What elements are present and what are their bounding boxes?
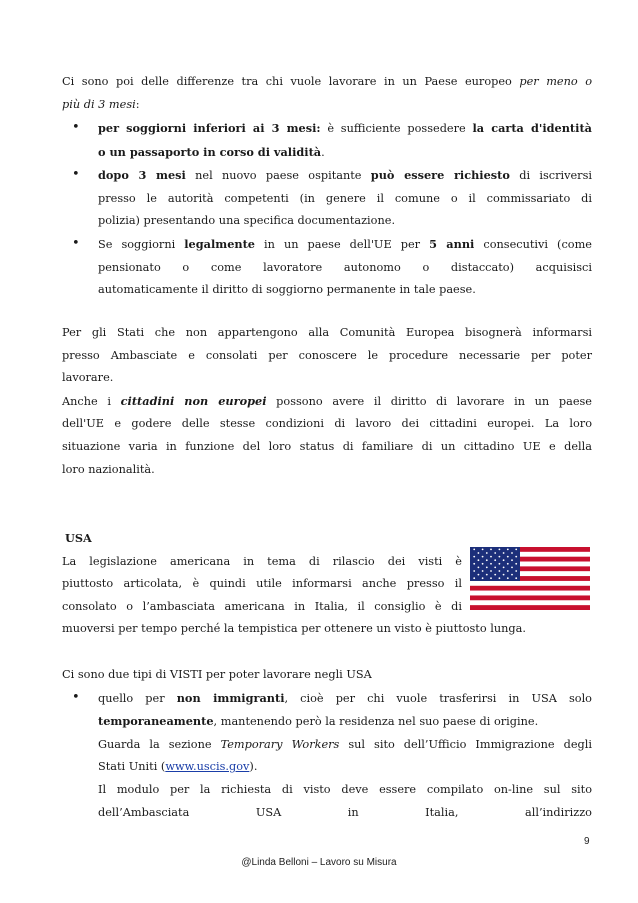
text: Ci sono due tipi di VISTI per poter lavorare negli USA [62, 668, 372, 681]
flag-stripe [470, 586, 590, 591]
text: in un paese dell'UE per [255, 237, 430, 251]
non-eu-paragraph [62, 322, 592, 481]
text: possono avere il diritto di lavorare in un paese [266, 394, 592, 408]
flag-star [499, 570, 501, 572]
text: muoversi per tempo perché la tempistica per ottenere un visto è piuttosto lunga. [62, 622, 526, 636]
text: pensionato o come lavoratore autonomo o distaccato) acquisisci [98, 260, 592, 274]
flag-star [499, 556, 501, 558]
page-footer: @Linda Belloni – Lavoro su Misura [241, 857, 397, 868]
eu-bullet-list [62, 117, 592, 302]
visti-section [62, 664, 592, 824]
text: , mantenendo però la residenza nel suo paese di origine. [213, 715, 539, 729]
flag-star [499, 577, 501, 579]
page-number: 9 [584, 836, 590, 847]
flag-star [486, 559, 488, 561]
bold-text: o un passaporto in corso di validità [98, 144, 322, 159]
text: lavorare. [62, 371, 114, 385]
list-item [62, 164, 592, 233]
flag-star [515, 563, 517, 565]
text: è sufficiente possedere [320, 122, 473, 135]
bold-text: la carta d'identità [472, 121, 592, 135]
flag-star [482, 570, 484, 572]
text: situazione varia in funzione del loro status di familiare di un cittadino UE e della [62, 439, 592, 453]
text: presso le autorità competenti (in genere il comune o il commissariato di [98, 191, 592, 205]
flag-star [494, 567, 496, 569]
flag-star [503, 574, 505, 576]
flag-star [507, 556, 509, 558]
text: La legislazione americana in tema di rilascio dei visti è [62, 554, 462, 568]
intro-paragraph [62, 71, 592, 116]
flag-stripe [470, 600, 590, 605]
intro-italic: per meno o [519, 75, 592, 88]
flag-star [511, 574, 513, 576]
flag-star [494, 559, 496, 561]
flag-star [515, 577, 517, 579]
flag-star [507, 577, 509, 579]
usa-flag-image [470, 547, 590, 610]
flag-star [503, 559, 505, 561]
flag-star [503, 552, 505, 554]
text: polizia) presentando una specifica documentazione. [98, 214, 396, 228]
flag-star [490, 549, 492, 551]
text: Per gli Stati che non appartengono alla Comunità Europea bisognerà informarsi [62, 326, 592, 339]
intro-text: Ci sono poi delle differenze tra chi vuole lavorare in un Paese europeo [62, 75, 520, 88]
bold-italic-text: cittadini non europei [120, 393, 267, 408]
text: . [321, 145, 325, 159]
flag-star [515, 549, 517, 551]
intro-line-2 [62, 94, 592, 117]
flag-star [473, 570, 475, 572]
text: nel nuovo paese ospitante [185, 169, 371, 183]
flag-star [486, 567, 488, 569]
flag-stripe [470, 595, 590, 600]
text: , cioè per chi vuole trasferirsi in USA solo [284, 691, 592, 705]
uscis-link[interactable]: www.uscis.gov [165, 760, 250, 774]
flag-stripe [470, 605, 590, 610]
flag-star [473, 549, 475, 551]
flag-star [478, 567, 480, 569]
bold-text: non immigranti [176, 690, 285, 705]
flag-star [482, 563, 484, 565]
flag-star [478, 574, 480, 576]
flag-star [478, 552, 480, 554]
text: dell’Ambasciata USA in Italia, all’indirizzo [98, 805, 592, 819]
text: ). [249, 760, 258, 774]
flag-star [486, 574, 488, 576]
flag-star [499, 563, 501, 565]
flag-star [507, 570, 509, 572]
flag-star [473, 577, 475, 579]
flag-star [507, 563, 509, 565]
text: presso Ambasciate e consolati per conoscere le procedure necessarie per poter [62, 348, 592, 362]
italic-text: Temporary Workers [220, 737, 340, 751]
flag-star [503, 567, 505, 569]
flag-star [482, 549, 484, 551]
flag-star [482, 556, 484, 558]
bullet-icon: • [72, 167, 80, 183]
bold-text: 5 anni [429, 236, 475, 251]
intro-colon: : [135, 97, 140, 111]
text: Anche i [62, 394, 121, 408]
flag-star [515, 570, 517, 572]
flag-star [482, 577, 484, 579]
text: di iscriversi [509, 169, 592, 183]
text: loro nazionalità. [62, 462, 155, 476]
text: consecutivi (come [474, 237, 592, 251]
flag-star [507, 549, 509, 551]
flag-star [490, 563, 492, 565]
list-item [62, 233, 592, 302]
text: consolato o l’ambasciata americana in Italia, il consiglio è di [62, 599, 462, 613]
flag-star [478, 559, 480, 561]
bold-text: legalmente [184, 236, 255, 251]
flag-stripe [470, 591, 590, 596]
bold-text: dopo 3 mesi [98, 168, 186, 183]
list-item [62, 687, 592, 825]
text: automaticamente il diritto di soggiorno permanente in tale paese. [98, 283, 476, 297]
text: Guarda la sezione [98, 737, 221, 751]
flag-star [511, 559, 513, 561]
text: Il modulo per la richiesta di visto deve essere compilato on-line sul sito [98, 782, 592, 796]
bullet-icon: • [72, 120, 80, 135]
text: piuttosto articolata, è quindi utile informarsi anche presso il [62, 577, 462, 591]
intro-line-1 [62, 71, 592, 94]
bold-text: può essere richiesto [370, 168, 510, 183]
flag-star [511, 567, 513, 569]
list-item [62, 117, 592, 164]
text: Stati Uniti ( [98, 760, 166, 774]
bold-text: per soggiorni inferiori ai 3 mesi: [98, 121, 321, 135]
flag-star [515, 556, 517, 558]
bullet-icon: • [72, 235, 80, 251]
text: Se soggiorni [98, 237, 185, 251]
flag-star [490, 577, 492, 579]
text: dell'UE e godere delle stesse condizioni di lavoro dei cittadini europei. La loro [62, 417, 592, 431]
flag-star [473, 556, 475, 558]
flag-star [499, 549, 501, 551]
flag-star [486, 552, 488, 554]
bold-text: temporaneamente [98, 714, 214, 729]
flag-stripe [470, 581, 590, 586]
flag-star [490, 556, 492, 558]
flag-star [494, 552, 496, 554]
bullet-icon: • [72, 689, 80, 705]
usa-heading: USA [65, 531, 92, 545]
flag-star [511, 552, 513, 554]
text: sul sito dell’Ufficio Immigrazione degli [339, 737, 592, 751]
flag-star [490, 570, 492, 572]
flag-canton [470, 547, 520, 581]
flag-star [494, 574, 496, 576]
text: quello per [98, 691, 177, 705]
intro-italic-2: più di 3 mesi [62, 97, 136, 111]
flag-star [473, 563, 475, 565]
